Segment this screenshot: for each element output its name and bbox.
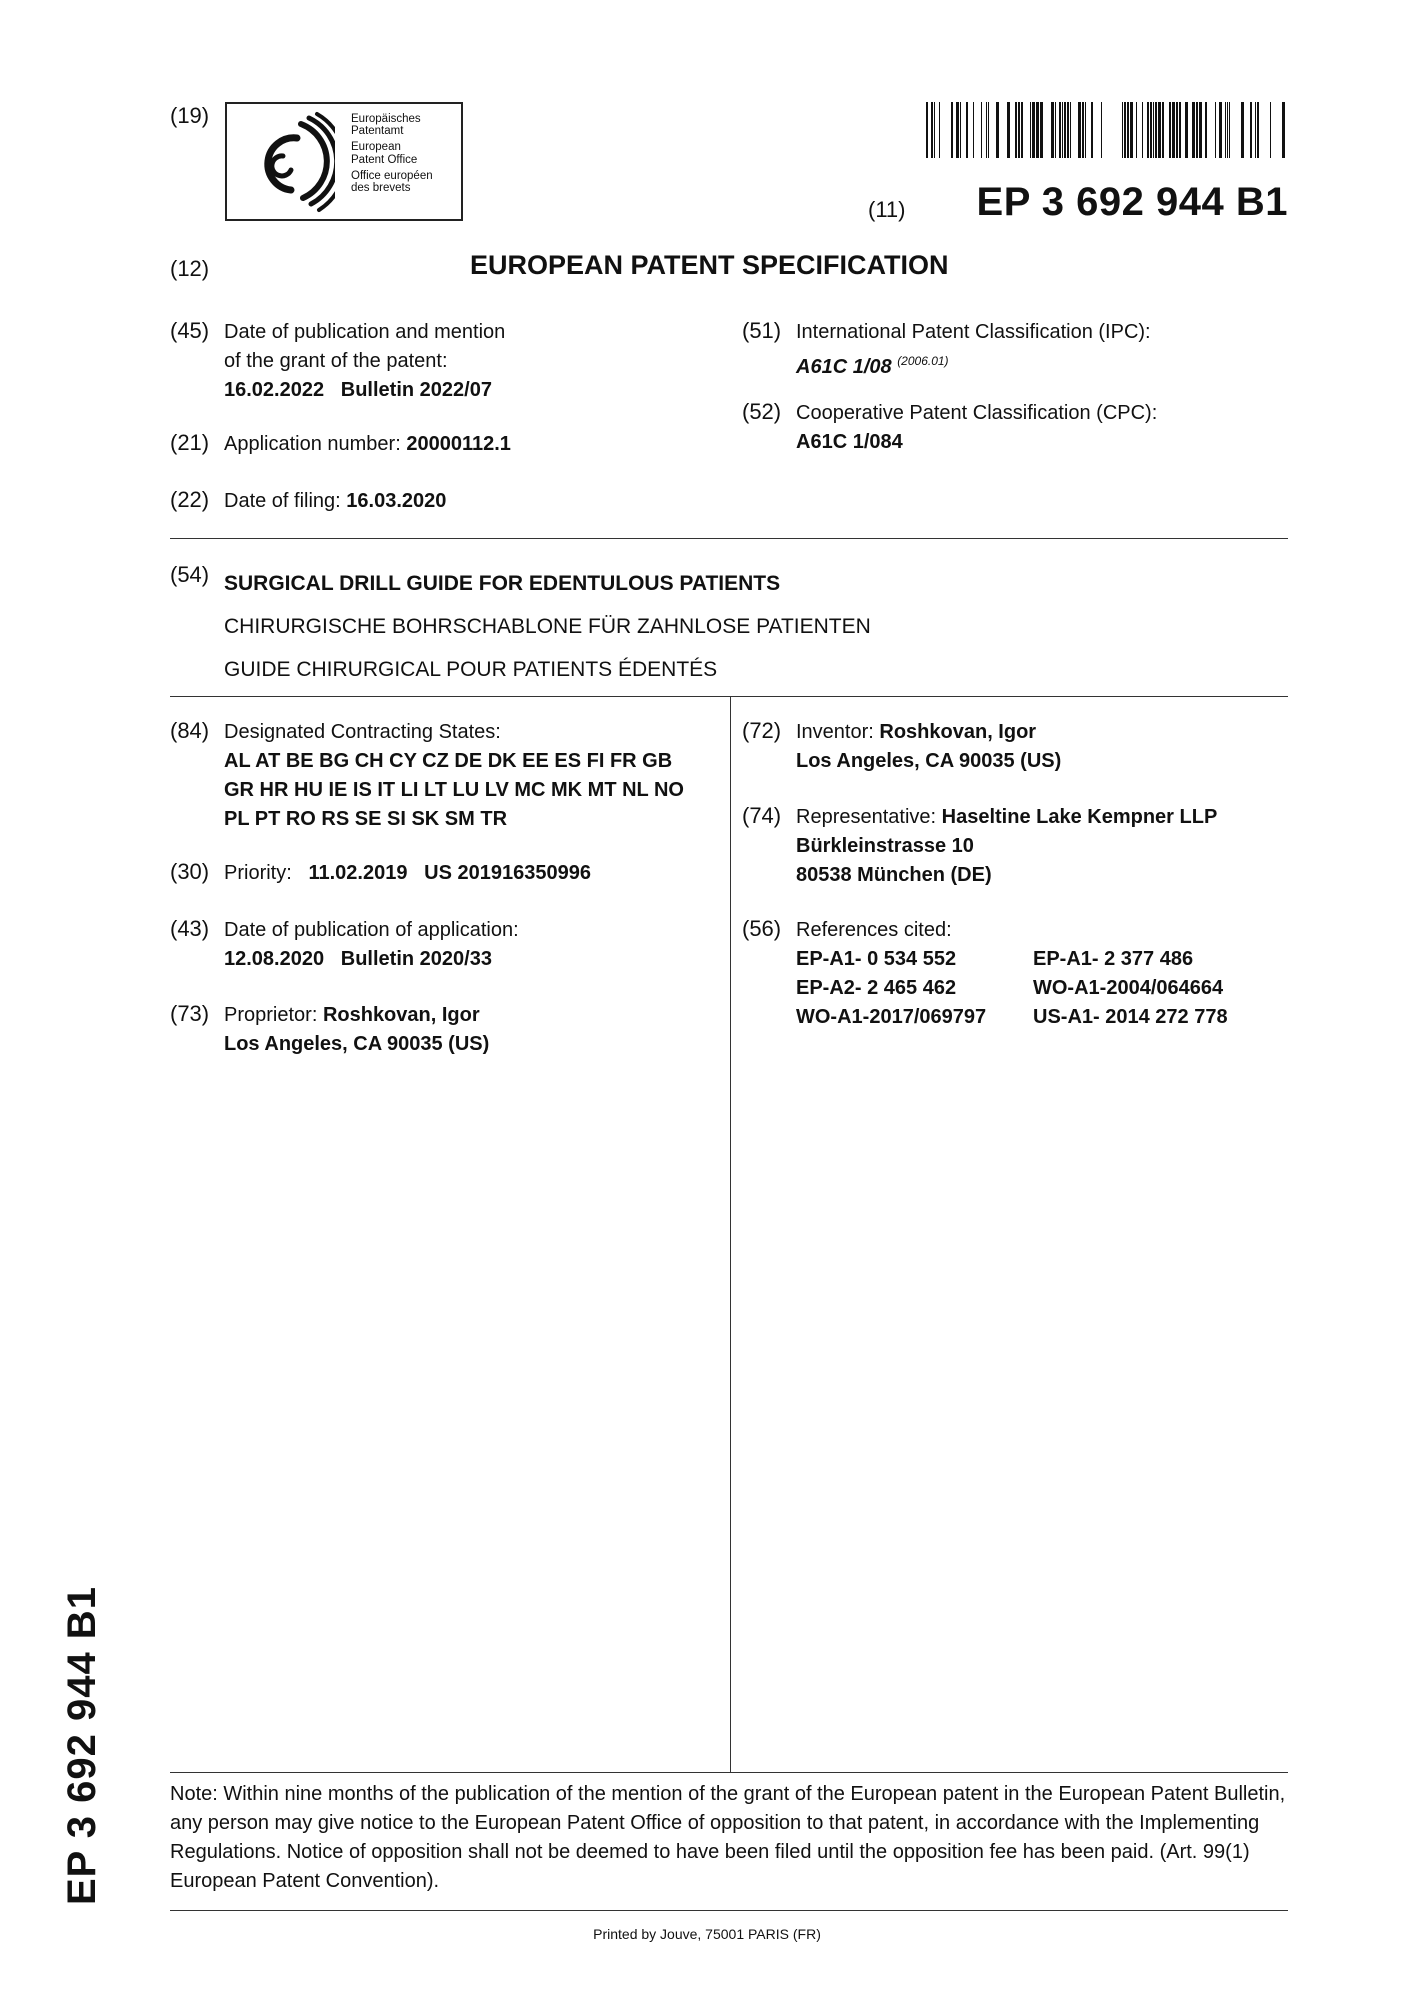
application-publication-field (224, 916, 519, 974)
title-english: SURGICAL DRILL GUIDE FOR EDENTULOUS PATIENTS (224, 572, 781, 595)
inid-code-54: (54) (170, 562, 210, 587)
designated-states-line: GR HR HU IE IS IT LI LT LU LV MC MK MT NL NO (224, 779, 684, 801)
inid-code-74: (74) (742, 803, 782, 828)
inid-code-22: (22) (170, 487, 210, 512)
field-label: Date of filing: (224, 490, 347, 512)
inid-code-72: (72) (742, 718, 782, 743)
inventor-field (796, 718, 1061, 776)
field-label: Inventor: (796, 721, 880, 743)
priority-field (224, 859, 591, 888)
inid-code-19: (19) (170, 103, 210, 128)
publication-number: EP 3 692 944 B1 (976, 180, 1288, 224)
epo-logo-icon (247, 110, 335, 214)
cpc-value: A61C 1/084 (796, 431, 903, 453)
reference-item: US-A1- 2014 272 778 (1033, 1006, 1228, 1028)
epo-logo-text (351, 113, 433, 194)
inid-code-43: (43) (170, 916, 210, 941)
inid-code-84: (84) (170, 718, 210, 743)
title-german: CHIRURGISCHE BOHRSCHABLONE FÜR ZAHNLOSE PATIENTEN (224, 615, 871, 638)
proprietor-address: Los Angeles, CA 90035 (US) (224, 1033, 490, 1055)
reference-item: EP-A1- 0 534 552 (796, 948, 957, 970)
barcode (926, 102, 1288, 158)
inid-code-30: (30) (170, 859, 210, 884)
field-label: of the grant of the patent: (224, 350, 448, 372)
application-number-value: 20000112.1 (406, 433, 511, 455)
inid-code-73: (73) (170, 1001, 210, 1026)
cpc-field (796, 399, 1157, 457)
inid-code-11: (11) (868, 197, 906, 222)
representative-field (796, 803, 1217, 890)
logo-line: Patentamt (351, 125, 404, 138)
field-label: International Patent Classification (IPC): (796, 321, 1151, 343)
field-label: Priority: (224, 862, 292, 884)
field-label: Representative: (796, 806, 942, 828)
ipc-field (796, 318, 1151, 382)
references-field (796, 916, 1263, 1032)
divider (170, 538, 1288, 539)
proprietor-field (224, 1001, 489, 1059)
divider (170, 1910, 1288, 1911)
proprietor-name: Roshkovan, Igor (322, 1004, 480, 1026)
inid-code-45: (45) (170, 318, 210, 343)
invention-title (224, 562, 871, 691)
priority-value: 11.02.2019 US 201916350996 (308, 862, 591, 884)
application-number-field (224, 430, 511, 459)
designated-states-line: PL PT RO RS SE SI SK SM TR (224, 808, 508, 830)
filing-date-value: 16.03.2020 (346, 490, 447, 512)
logo-line: Patent Office (351, 153, 418, 166)
reference-item: WO-A1-2017/069797 (796, 1006, 987, 1028)
representative-street: Bürkleinstrasse 10 (796, 835, 974, 857)
reference-item: EP-A2- 2 465 462 (796, 977, 957, 999)
side-publication-number: EP 3 692 944 B1 (60, 1586, 104, 1905)
references-list (796, 945, 1263, 1032)
field-label: Application number: (224, 433, 407, 455)
grant-date-value: 16.02.2022 Bulletin 2022/07 (224, 379, 492, 401)
ipc-version: (2006.01) (897, 354, 949, 368)
document-type: EUROPEAN PATENT SPECIFICATION (470, 250, 949, 280)
divider (170, 696, 1288, 697)
representative-name: Haseltine Lake Kempner LLP (941, 806, 1218, 828)
title-french: GUIDE CHIRURGICAL POUR PATIENTS ÉDENTÉS (224, 658, 718, 681)
inid-code-52: (52) (742, 399, 782, 424)
ipc-value: A61C 1/08 (796, 356, 892, 378)
grant-publication-field (224, 318, 505, 405)
divider (170, 1772, 1288, 1773)
inid-code-12: (12) (170, 256, 210, 281)
field-label: Cooperative Patent Classification (CPC): (796, 402, 1158, 424)
field-label: References cited: (796, 919, 952, 941)
column-divider (730, 696, 731, 1772)
reference-item: WO-A1-2004/064664 (1033, 977, 1224, 999)
designated-states-line: AL AT BE BG CH CY CZ DE DK EE ES FI FR GB (224, 750, 673, 772)
field-label: Proprietor: (224, 1004, 323, 1026)
logo-line: Europäisches (351, 113, 421, 125)
reference-item: EP-A1- 2 377 486 (1033, 948, 1194, 970)
logo-line: Office européen (351, 169, 433, 182)
logo-line: European (351, 141, 401, 154)
field-label: Date of publication and mention (224, 321, 506, 343)
opposition-note: Note: Within nine months of the publication of the mention of the grant of the European patent in the European Patent Bulletin, any person may give notice to the European Patent Office of opposition to that patent, in accordance with the Implementing Regulations. Notice of opposition shall not be deemed to have been filed until the opposition fee has been paid. (Art. 99(1) European Patent Convention). (170, 1783, 1286, 1892)
inid-code-51: (51) (742, 318, 782, 343)
inventor-name: Roshkovan, Igor (879, 721, 1037, 743)
epo-logo (225, 102, 463, 221)
application-publication-value: 12.08.2020 Bulletin 2020/33 (224, 948, 492, 970)
inid-code-56: (56) (742, 916, 782, 941)
representative-city: 80538 München (DE) (796, 864, 992, 886)
field-label: Date of publication of application: (224, 919, 519, 941)
printer-line: Printed by Jouve, 75001 PARIS (FR) (593, 1926, 821, 1942)
field-label: Designated Contracting States: (224, 721, 501, 743)
inid-code-21: (21) (170, 430, 210, 455)
logo-line: des brevets (351, 182, 411, 195)
inventor-address: Los Angeles, CA 90035 (US) (796, 750, 1062, 772)
designated-states-field (224, 718, 684, 834)
filing-date-field (224, 487, 446, 516)
